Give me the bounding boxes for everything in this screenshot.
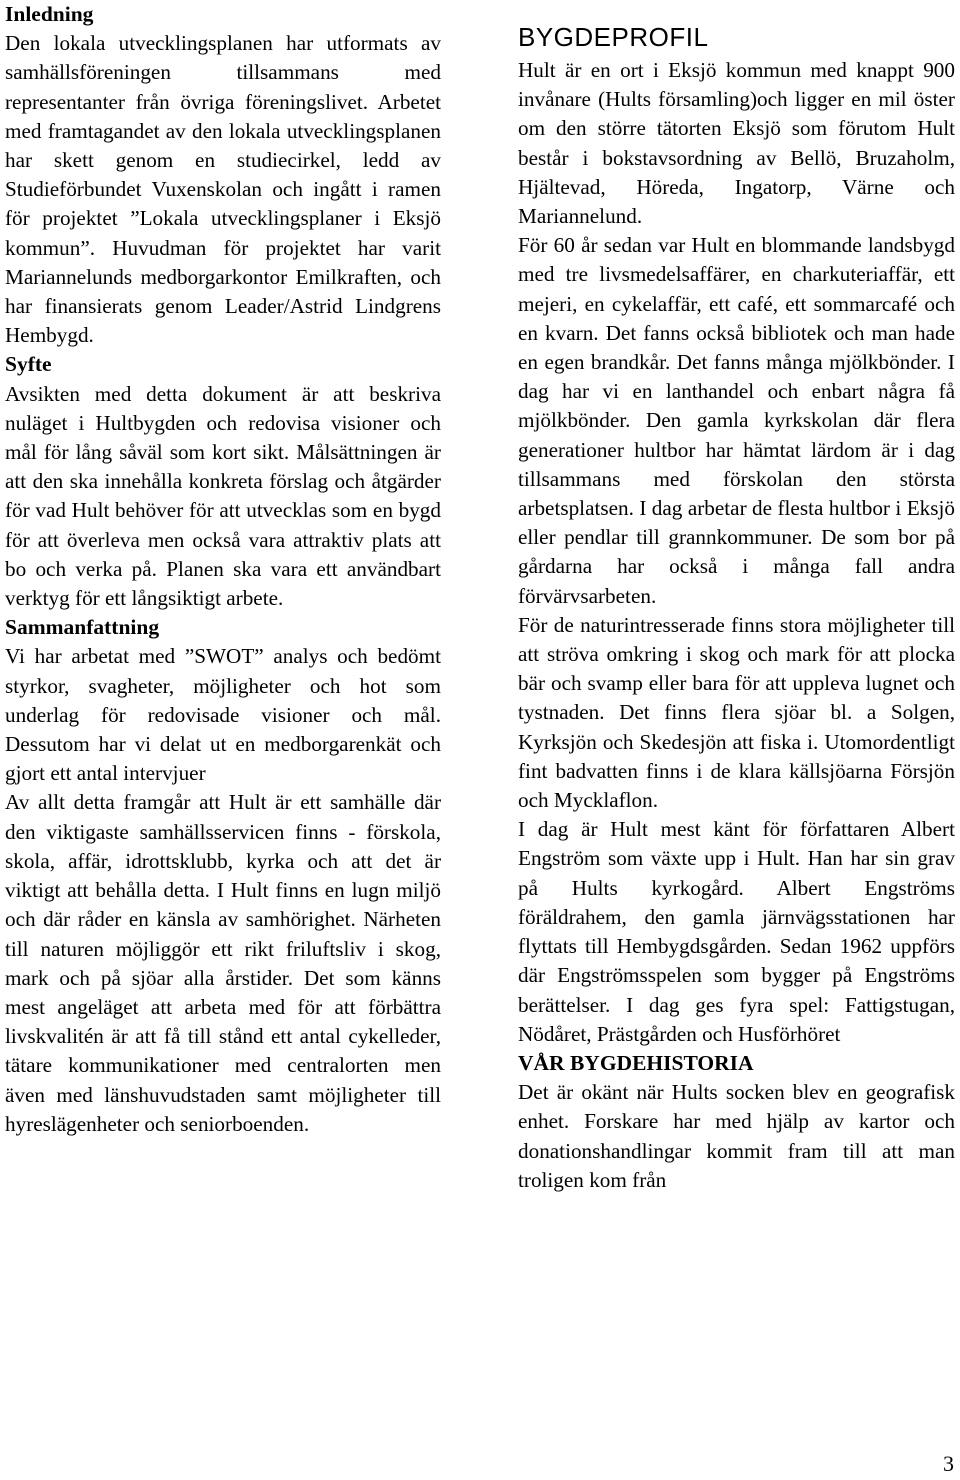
- summary-body-2: Av allt detta framgår att Hult är ett samhälle där den viktigaste samhällsservicen finns - förskola, skola, affär, idrottsklubb, kyrka och att det är viktigt att behålla detta. I Hult finns en lugn miljö och där råder en känsla av samhörighet. Närheten till naturen möjliggör ett rikt friluftsliv i skog, mark och på sjöar alla årstider. Det som känns mest angeläget att arbeta med för att förbättra livskvalitén är att få till stånd ett antal cykelleder, tätare kommunikationer med centralorten men även med länshuvudstaden samt möjligheter till hyreslägenheter och seniorboenden.: [5, 790, 441, 1136]
- syfte-heading: Syfte: [5, 352, 52, 377]
- history-body: Det är okänt när Hults socken blev en geografisk enhet. Forskare har med hjälp av kartor och donationshandlingar kommit fram till att man troligen kom från: [518, 1080, 955, 1192]
- profile-paragraph-4: I dag är Hult mest känt för författaren Albert Engström som växte upp i Hult. Han har sin grav på Hults kyrkogård. Albert Engströms föräldrahem, den gamla järnvägsstationen har flyttats till Hembygdsgården. Sedan 1962 uppförs där Engströmsspelen som bygger på Engströms berättelser. I dag ges fyra spel: Fattigstugan, Nödåret, Prästgården och Husförhöret: [518, 817, 955, 1046]
- profile-heading: BYGDEPROFIL: [518, 22, 709, 52]
- intro-body: Den lokala utvecklingsplanen har utformats av samhällsföreningen tillsammans med representanter från övriga föreningslivet. Arbetet med framtagandet av den lokala utvecklingsplanen har skett genom en studiecirkel, ledd av Studieförbundet Vuxenskolan och ingått i ramen för projektet ”Lokala utvecklingsplaner i Eksjö kommun”. Huvudman för projektet har varit Mariannelunds medborgarkontor Emilkraften, och har finansierats genom Leader/Astrid Lindgrens Hembygd.: [5, 31, 441, 348]
- profile-paragraph-2: För 60 år sedan var Hult en blommande landsbygd med tre livsmedelsaffärer, en charkuteriaffär, ett mejeri, en cykelaffär, ett café, ett sommarcafé och en kvarn. Det fanns också bibliotek och man hade en egen brandkår. Det fanns många mjölkbönder. I dag har vi en lanthandel och enbart några få mjölkbönder. Den gamla kyrkskolan där flera generationer hultbor har hämtat lärdom är i dag tillsammans med förskolan den största arbetsplatsen. I dag arbetar de flesta hultbor i Eksjö eller pendlar till grannkommuner. De som bor på gårdarna har också i många fall andra förvärvsarbeten.: [518, 233, 955, 608]
- page-number: 3: [943, 1451, 954, 1476]
- history-heading: VÅR BYGDEHISTORIA: [518, 1050, 754, 1075]
- syfte-body: Avsikten med detta dokument är att beskriva nuläget i Hultbygden och redovisa visioner och mål för lång såväl som kort sikt. Målsättningen är att den ska innehålla konkreta förslag och åtgärder för vad Hult behöver för att utvecklas som en bygd för att överleva men också vara attraktiv plats att bo och verka på. Planen ska vara ett användbart verktyg för ett långsiktigt arbete.: [5, 381, 441, 611]
- left-column: [5, 0, 441, 1139]
- summary-heading: Sammanfattning: [5, 615, 160, 640]
- right-column: [518, 22, 955, 1195]
- intro-heading: Inledning: [5, 2, 94, 26]
- summary-body-1: Vi har arbetat med ”SWOT” analys och bedömt styrkor, svagheter, möjligheter och hot som underlag för redovisade visioner och mål. Dessutom har vi delat ut en medborgarenkät och gjort ett antal intervjuer: [5, 644, 441, 786]
- profile-paragraph-3: För de naturintresserade finns stora möjligheter till att ströva omkring i skog och mark för att plocka bär och svamp eller bara för att uppleva lugnet och tystnaden. Det finns flera sjöar bl. a Solgen, Kyrksjön och Skedesjön att fiska i. Utomordentligt fint badvatten finns i de klara källsjöarna Försjön och Mycklaflon.: [518, 612, 955, 813]
- profile-paragraph-1: Hult är en ort i Eksjö kommun med knappt 900 invånare (Hults församling)och ligger en mil öster om den större tätorten Eksjö som förutom Hult består i bokstavsordning av Bellö, Bruzaholm, Hjältevad, Höreda, Ingatorp, Värne och Mariannelund.: [518, 58, 955, 229]
